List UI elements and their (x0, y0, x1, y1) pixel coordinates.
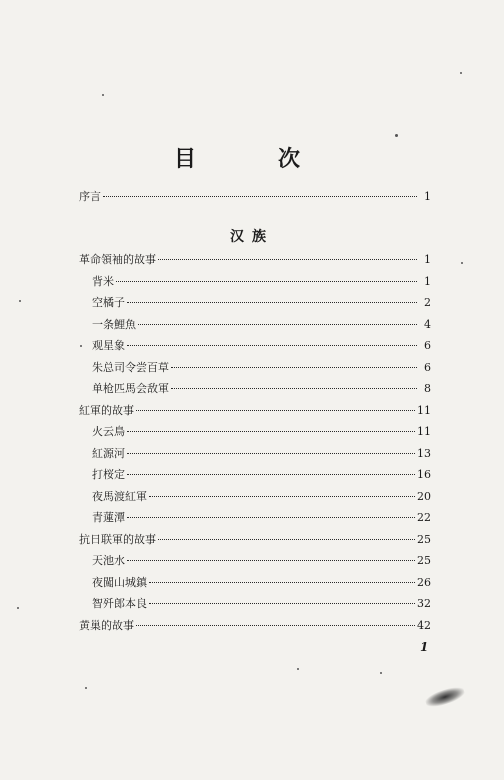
preface-entry[interactable] (79, 186, 431, 208)
toc-entry-label: 空橘子 (92, 296, 125, 309)
toc-entry-label: 一条鯉魚 (92, 317, 136, 331)
toc-entry-label: 朱总司令尝百草 (92, 360, 169, 374)
page-number: 1 (420, 640, 429, 654)
dot-leader (171, 387, 417, 389)
scan-speck (297, 668, 299, 670)
toc-entry-label: 夜闖山城鎮 (92, 575, 147, 589)
toc-story-entry[interactable] (79, 443, 431, 465)
dot-leader (149, 602, 415, 604)
preface-page: 1 (424, 190, 431, 203)
toc-entry-page: 20 (417, 489, 431, 503)
toc-entry-label: 革命領袖的故事 (79, 253, 156, 266)
scan-speck (17, 607, 19, 609)
toc-story-entry[interactable] (79, 292, 431, 314)
toc-entry-page: 25 (417, 532, 431, 546)
dot-leader (158, 258, 417, 260)
toc-entry-label: 抗日联軍的故事 (79, 532, 156, 546)
dot-leader (149, 581, 415, 583)
preface-label: 序言 (79, 190, 101, 203)
scan-speck (19, 300, 21, 302)
toc-story-entry[interactable] (79, 593, 431, 615)
toc-entry-page: 13 (417, 446, 431, 460)
toc-chapter-entry[interactable] (79, 529, 431, 551)
toc-entry-label: 黄巢的故事 (79, 618, 134, 632)
toc-entry-label: 观星象 (92, 339, 125, 352)
toc-entry-label: 打桜定 (92, 468, 125, 481)
scan-speck (80, 345, 82, 347)
toc-story-entry[interactable] (79, 314, 431, 336)
ink-smudge (424, 684, 466, 710)
section-heading: 汉族 (230, 229, 274, 245)
toc-story-entry[interactable] (79, 378, 431, 400)
toc-entry-label: 火云鳥 (92, 425, 125, 438)
dot-leader (127, 344, 417, 346)
page-title: 目 次 (173, 147, 330, 172)
toc-entry-label: 紅源河 (92, 446, 125, 460)
toc-chapter-entry[interactable] (79, 249, 431, 271)
dot-leader (158, 538, 415, 540)
toc-list (79, 249, 431, 636)
toc-story-entry[interactable] (79, 421, 431, 443)
toc-entry-page: 32 (417, 597, 431, 610)
dot-leader (127, 559, 415, 561)
scan-speck (460, 72, 462, 74)
toc-entry-label: 单枪匹馬会敌軍 (92, 382, 169, 395)
toc-entry-page: 2 (424, 296, 431, 309)
toc-entry-label: 天池水 (92, 554, 125, 567)
toc-entry-page: 1 (424, 253, 431, 266)
toc-story-entry[interactable] (79, 550, 431, 572)
toc-story-entry[interactable] (79, 572, 431, 594)
scan-speck (380, 672, 382, 674)
toc-entry-page: 26 (417, 575, 431, 589)
dot-leader (127, 301, 417, 303)
scan-speck (461, 262, 463, 264)
toc-entry-page: 6 (424, 339, 431, 352)
toc-entry-label: 背米 (92, 274, 114, 288)
toc-entry-label: 紅軍的故事 (79, 403, 134, 417)
dot-leader (149, 495, 415, 497)
toc-chapter-entry[interactable] (79, 615, 431, 637)
scan-speck (395, 134, 398, 137)
dot-leader (127, 473, 415, 475)
toc-story-entry[interactable] (79, 464, 431, 486)
dot-leader (103, 195, 417, 197)
dot-leader (171, 366, 417, 368)
toc-story-entry[interactable] (79, 335, 431, 357)
toc-story-entry[interactable] (79, 486, 431, 508)
dot-leader (136, 409, 415, 411)
toc-entry-page: 6 (424, 360, 431, 374)
toc-story-entry[interactable] (79, 271, 431, 293)
dot-leader (116, 280, 417, 282)
scan-speck (102, 94, 104, 96)
toc-entry-page: 11 (417, 425, 431, 438)
toc-entry-page: 25 (417, 554, 431, 567)
toc-entry-label: 智歼郎本良 (92, 597, 147, 610)
dot-leader (127, 452, 415, 454)
toc-story-entry[interactable] (79, 357, 431, 379)
toc-entry-page: 42 (417, 618, 431, 632)
toc-entry-page: 8 (424, 382, 431, 395)
toc-chapter-entry[interactable] (79, 400, 431, 422)
toc-story-entry[interactable] (79, 507, 431, 529)
scan-speck (85, 687, 87, 689)
toc-entry-page: 4 (424, 317, 431, 331)
toc-entry-page: 11 (417, 403, 431, 417)
dot-leader (138, 323, 417, 325)
toc-entry-page: 16 (417, 468, 431, 481)
dot-leader (136, 624, 415, 626)
toc-entry-page: 1 (424, 274, 431, 288)
toc-entry-page: 22 (417, 511, 431, 524)
dot-leader (127, 430, 415, 432)
toc-entry-label: 青蓮潭 (92, 511, 125, 524)
dot-leader (127, 516, 415, 518)
toc-entry-label: 夜馬渡紅軍 (92, 489, 147, 503)
